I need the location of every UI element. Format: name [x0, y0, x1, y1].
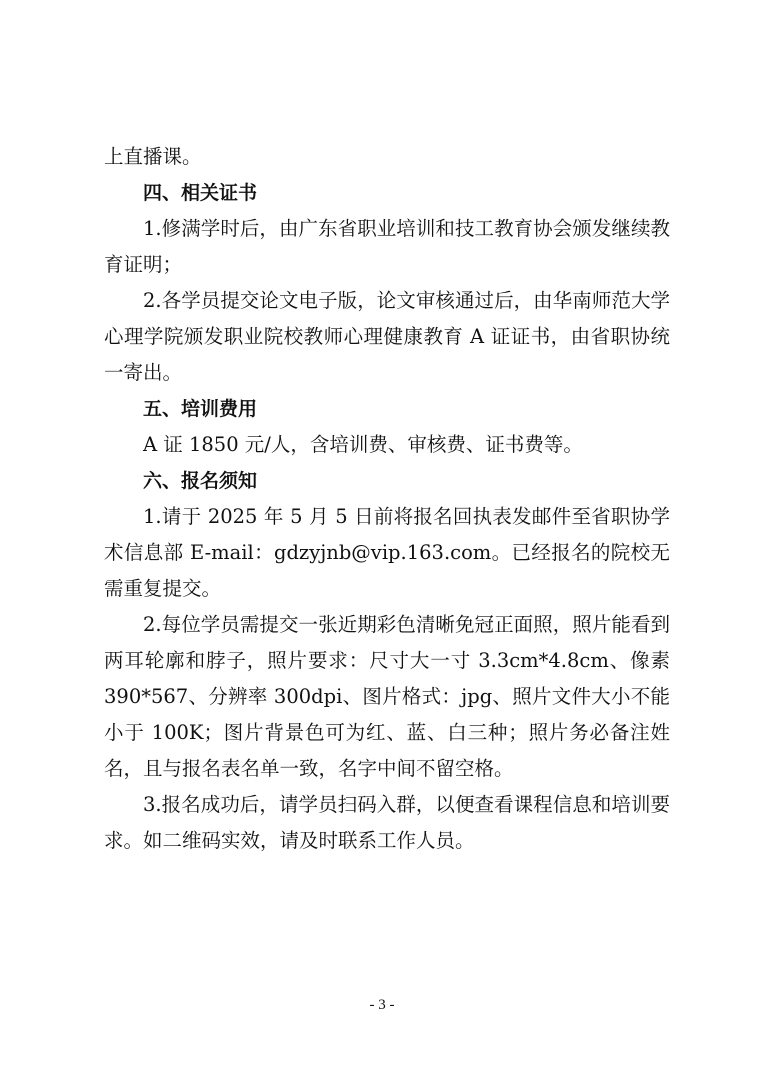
section-heading-fees: 五、培训费用	[143, 398, 258, 420]
registration-paragraph-3: 3.报名成功后，请学员扫码入群，以便查看课程信息和培训要求。如二维码实效，请及时联系工作人员。	[104, 793, 670, 852]
fees-paragraph-1: A 证 1850 元/人，含培训费、审核费、证书费等。	[143, 433, 583, 456]
section-heading-certificates: 四、相关证书	[143, 182, 258, 204]
document-body	[104, 139, 670, 859]
registration-paragraph-2: 2.每位学员需提交一张近期彩色清晰免冠正面照，照片能看到两耳轮廓和脖子，照片要求：尺寸大一寸 3.3cm*4.8cm、像素 390*567、分辨率 300dpi、图片格式：jpg、照片文件大小不能小于 100K；图片背景色可为红、蓝、白三种；照片务必备注姓名，且与报名表名单一致，名字中间不留空格。	[104, 613, 670, 780]
registration-paragraph-1: 1.请于 2025 年 5 月 5 日前将报名回执表发邮件至省职协学术信息部 E-mail：gdzyjnb@vip.163.com。已经报名的院校无需重复提交。	[104, 505, 670, 600]
page-number: - 3 -	[369, 997, 395, 1013]
certificates-paragraph-1: 1.修满学时后，由广东省职业培训和技工教育协会颁发继续教育证明；	[104, 217, 670, 276]
section-heading-registration: 六、报名须知	[143, 470, 258, 492]
continuation-paragraph: 上直播课。	[104, 145, 202, 168]
certificates-paragraph-2: 2.各学员提交论文电子版，论文审核通过后，由华南师范大学心理学院颁发职业院校教师心理健康教育 A 证证书，由省职协统一寄出。	[104, 289, 670, 384]
